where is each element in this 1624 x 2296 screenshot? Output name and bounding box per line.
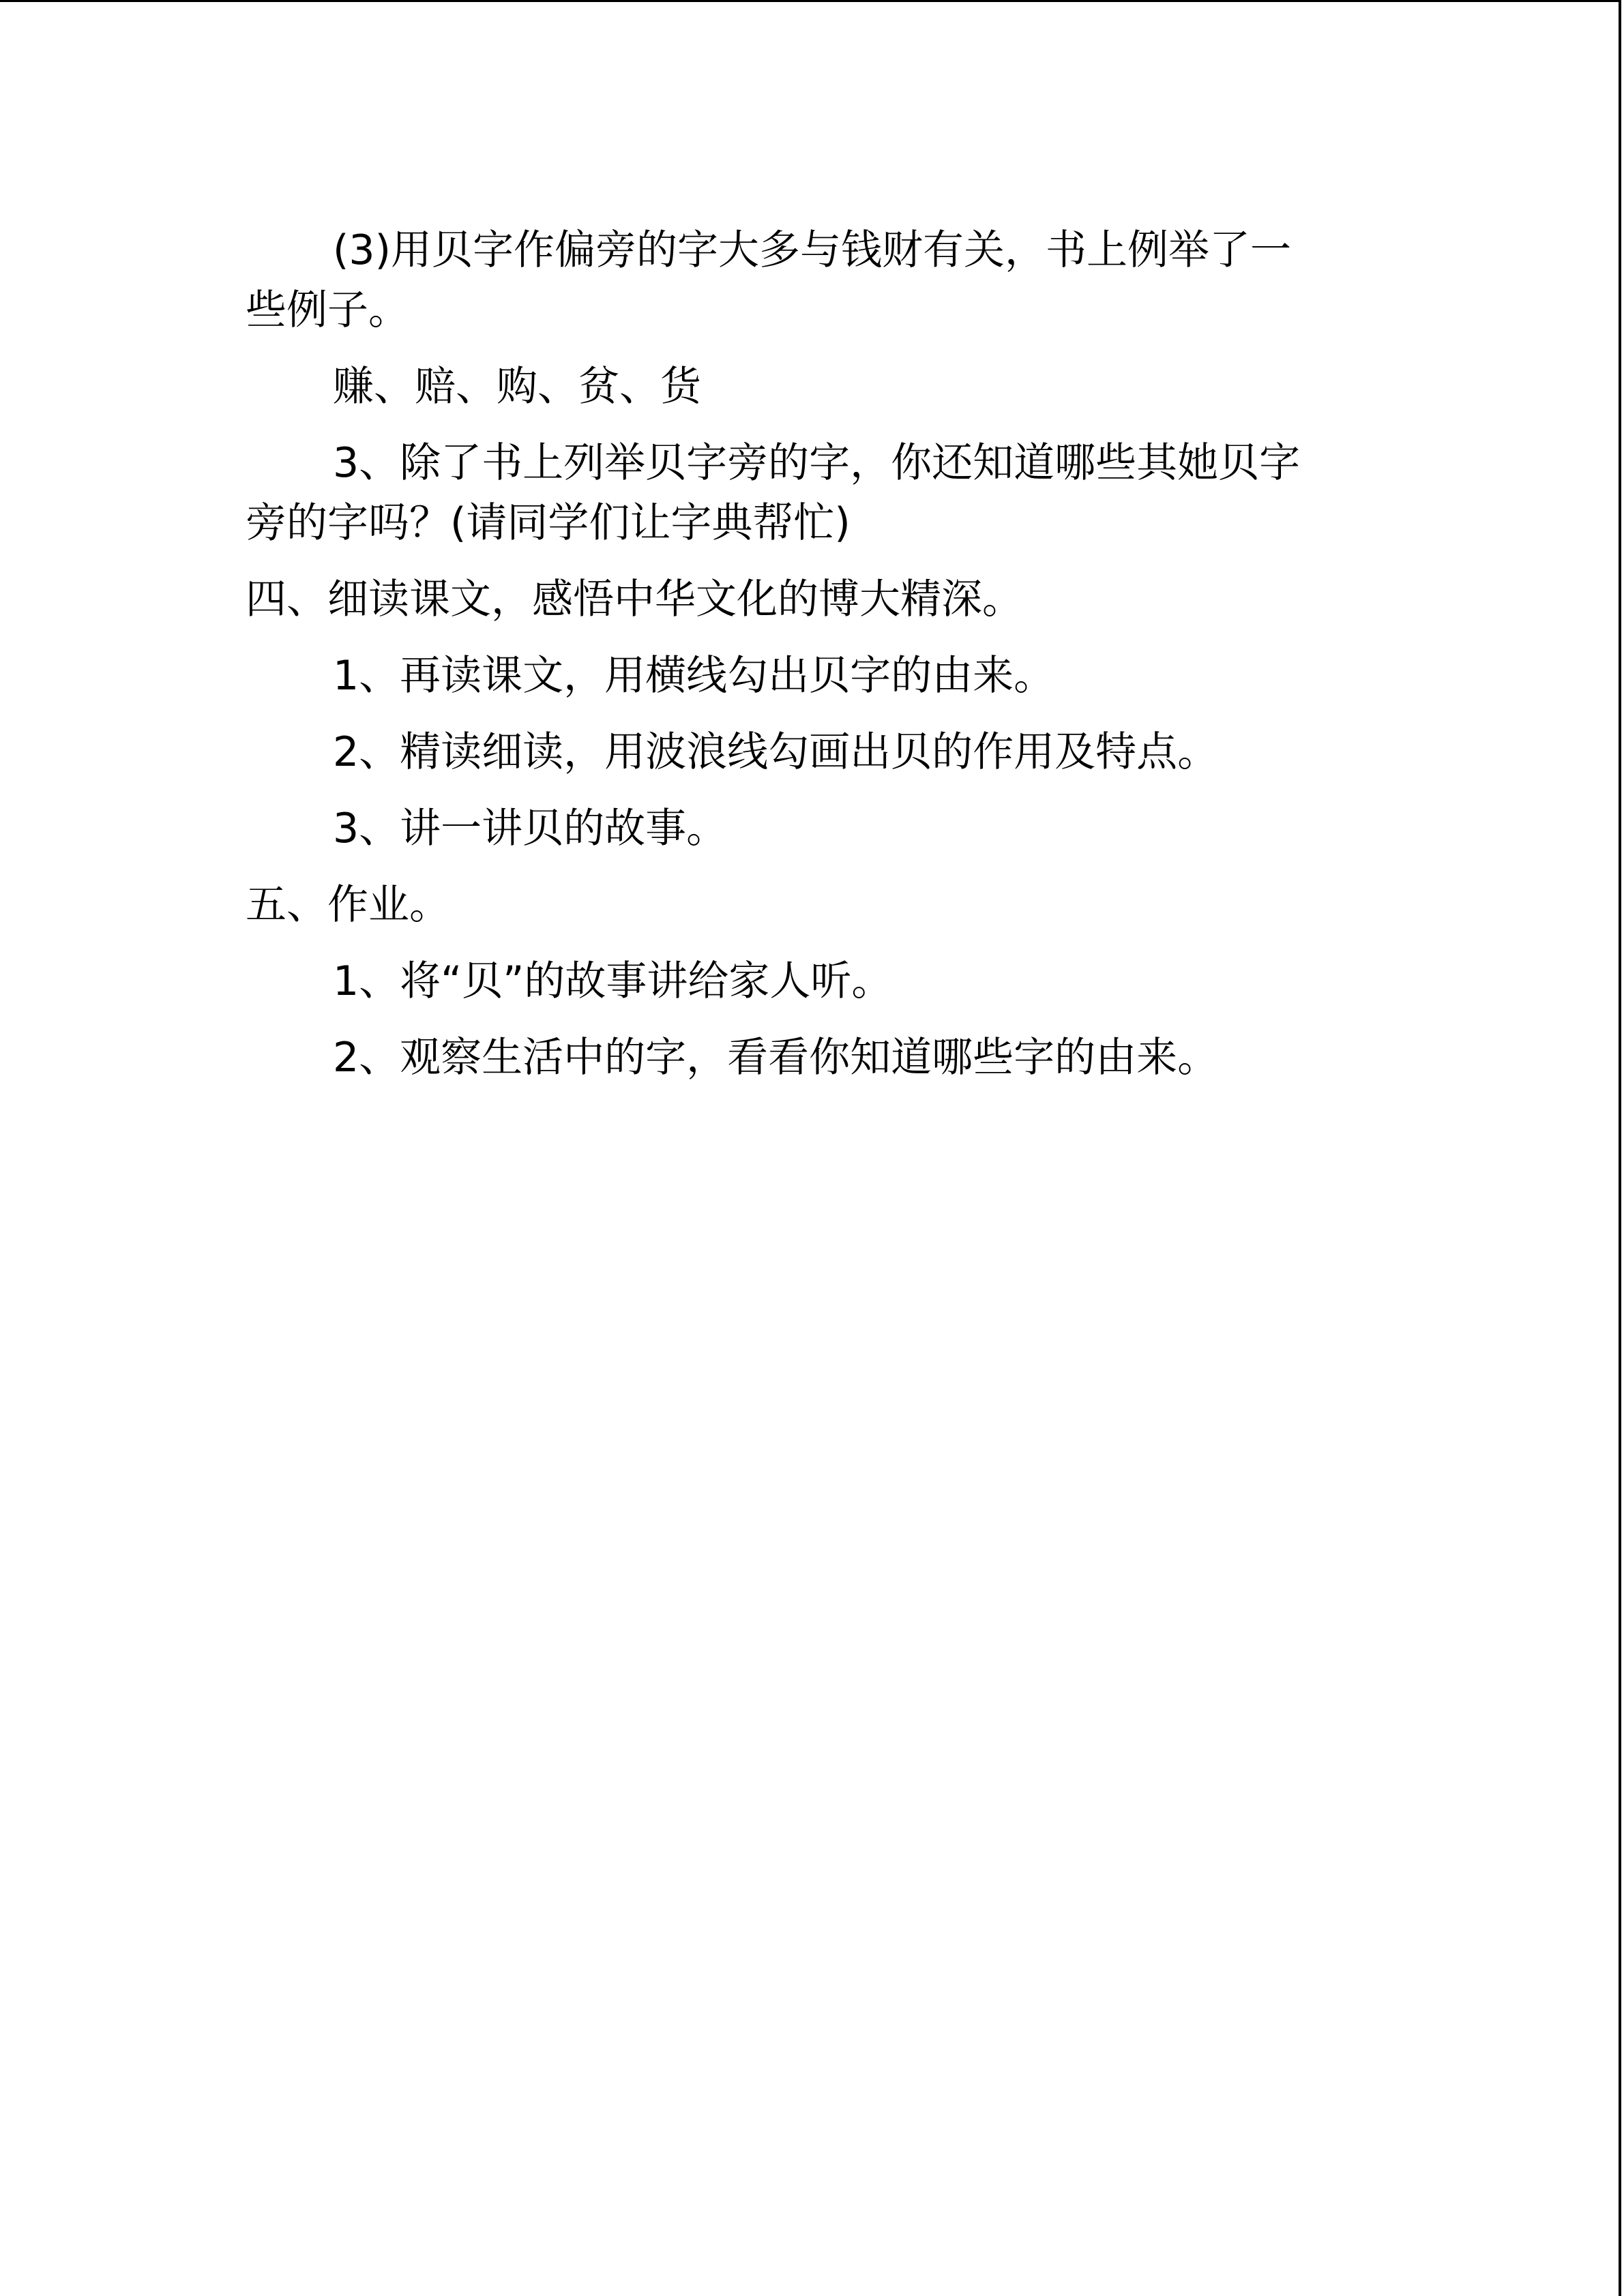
section-4-item-3: 3、讲一讲贝的故事。	[333, 805, 728, 852]
example-characters: 赚、赔、购、贫、货	[333, 363, 701, 411]
paragraph-3-line-2: 些例子。	[246, 286, 409, 334]
question-3-line-2: 旁的字吗？(请同学们让字典帮忙)	[246, 499, 851, 547]
document-body	[246, 212, 1371, 1096]
question-3-line-1: 3、除了书上列举贝字旁的字，你还知道哪些其她贝字	[333, 439, 1301, 487]
section-5-heading: 五、作业。	[246, 881, 450, 929]
paragraph-3-line-1: (3)用贝字作偏旁的字大多与钱财有关，书上例举了一	[333, 226, 1291, 274]
section-4-item-1: 1、再读课文，用横线勾出贝字的由来。	[333, 652, 1055, 700]
section-4-heading: 四、细读课文，感悟中华文化的博大精深。	[246, 576, 1023, 623]
homework-item-2: 2、观察生活中的字，看看你知道哪些字的由来。	[333, 1034, 1219, 1082]
section-4-item-2: 2、精读细读，用波浪线勾画出贝的作用及特点。	[333, 728, 1219, 776]
homework-item-1: 1、将“贝”的故事讲给家人听。	[333, 957, 893, 1005]
